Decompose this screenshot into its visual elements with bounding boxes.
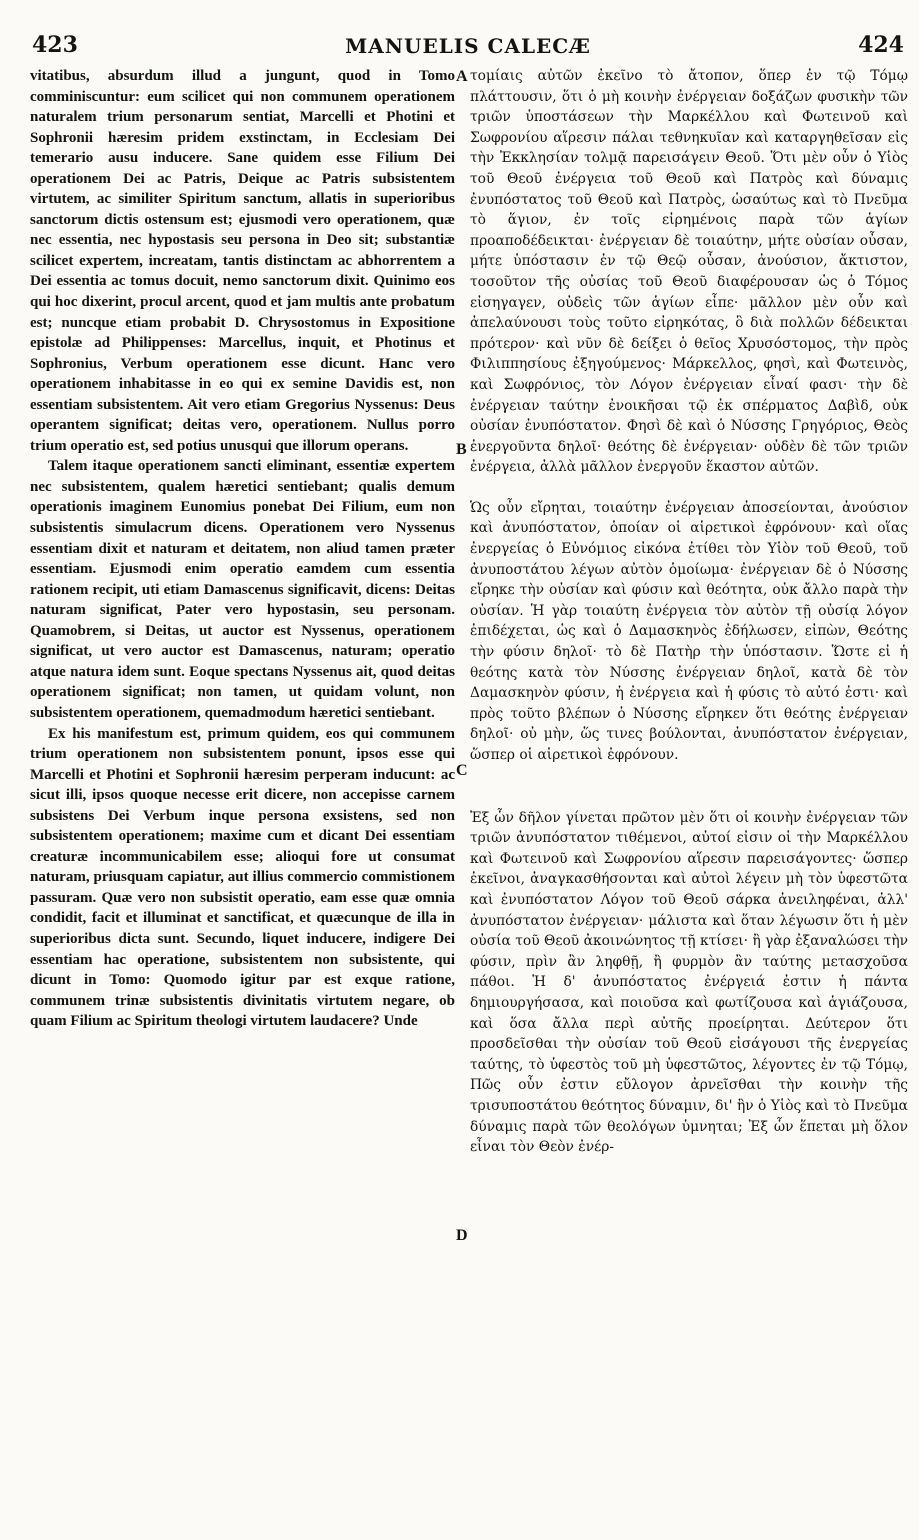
latin-paragraph-1: vitatibus, absurdum illud a jungunt, quod in Tomo comminiscuntur: eum scilicet qui non communem operationem naturalem trium personarum sentiat, Marcelli et Photini et Sophronii hæresim pridem exstinctam, in Ecclesiam Dei temerario ausu inducere. Sane quidem esse Filium Dei operationem Dei ac Patris, Deique ac Patris subsistentem virtutem, ac similiter Spiritum sanctum, allatis in superioribus sanctorum dictis ostensum est; ejusmodi vero operationem, quæ nec essentia, nec hypostasis seu persona in Deo sit; substantiæ scilicet expertem, increatam, tantis distinctam ac abhorrentem a Dei essentia ac tomus docuit, nemo sanctorum dixit. Quinimo eos qui hoc dixerint, procul arcent, quod et jam multis ante probatum est; nuncque etiam probabit D. Chrysostomus in Expositione epistolæ ad Philippenses: Marcellus, inquit, et Photinus et Sophronius, Verbum operationem esse dicunt. Hanc vero operationem inhabitasse in eo qui ex semine Davidis est, non essentiam subsistentem. Ait vero etiam Gregorius Nyssenus: Deus operantem significat; deitas vero, operationem. Nullus porro trium operatio est, sed potius unusqui que illorum operans. xyxy=(30,68,455,454)
greek-paragraph-3: Ἐξ ὧν δῆλον γίνεται πρῶτον μὲν ὅτι οἱ κοινὴν ἐνέργειαν τῶν τριῶν ἀνυπόστατον τιθέμενοι, αὐτοί εἰσιν οἱ τὴν Μαρκέλλου καὶ Φωτεινοῦ καὶ Σωφρονίου αἵρεσιν παρεισάγοντες· ὥσπερ ἐκεῖνοι, ἀναγκασθήσονται καὶ αὐτοὶ λέγειν μὴ τὸν ὑφεστῶτα καὶ ἐνυπόστατον Λόγον τοῦ Θεοῦ σάρκα ἀνειληφέναι, ἀλλ' ἀνυπόστατον ἐνέργειαν· μάλιστα καὶ ὅταν λέγωσιν ὅτι ἡ μὲν οὐσία τοῦ Θεοῦ ἀκοινώνητος τῇ κτίσει· ἢ γὰρ ἐξαναλώσει τὴν φύσιν, πρὶν ἂν ληφθῇ, ἢ φυρμὸν ἂν ταύτης μετασχοῦσα πάθοι. Ἡ δ' ἀνυπόστατος ἐνέργειά ἐστιν ἡ πάντα δημιουργήσασα, καὶ ποιοῦσα καὶ φωτίζουσα καὶ ἁγιάζουσα, καὶ ὅσα ἄλλα περὶ αὐτῆς προείρηται. Δεύτερον ὅτι προσδεῖσθαι τὴν οὐσίαν τοῦ Θεοῦ εἰσάγουσι τῆς ἐνεργείας ταύτης, τὸ ὑφεστὸς τοῦ μὴ ὑφεστῶτος, λέγοντες ἐν τῷ Τόμῳ, Πῶς οὖν ἐστιν εὔλογον ἀρνεῖσθαι τὴν κοινὴν τῆς τρισυποστάτου θεότητος δύναμιν, δι' ἣν ὁ Υἱὸς καὶ τὸ Πνεῦμα δύναμις παρὰ τῶν θεολόγων ὑμνηται; Ἐξ ὧν ἕπεται μὴ ὅλον εἶναι τὸν Θεὸν ἐνέρ- xyxy=(470,809,908,1156)
latin-paragraph-3: Ex his manifestum est, primum quidem, eos qui communem trium operationem non subsistentem ponunt, ipsos esse qui Marcelli et Photini et Sophronii hæresim perperam inducunt: ac sicut illi, ipsos quoque necesse erit dicere, non accepisse carnem subsistens Dei Verbum inque persona exsistens, sed non subsistentem operationem; maxime cum et dicant Dei essentiam creaturæ incommunicabilem esse; alioqui fore ut consumat naturam, priusquam capiatur, aut illius commercio commistionem passuram. Quæ vero non subsistit operatio, eam esse quæ omnia condidit, facit et illuminat et sanctificat, et quæcunque de illa in superioribus dicta sunt. Secundo, liquet inducere, indigere Dei essentiam hac operatione, subsistentem non subsistente, qui dicunt in Tomo: Quomodo igitur par est exque ratione, communem trinæ subsistentis divinitatis virtutem negare, ob quam Filium ac Spiritum theologi virtutem laudacere? Unde xyxy=(30,725,455,1030)
latin-paragraph-2: Talem itaque operationem sancti eliminant, essentiæ expertem nec subsistentem, qualem hæretici sentiebant; qualis demum operationis imaginem Eunomius ponebat Dei Filium, eum non subsistentis simulacrum dicens. Operationem vero Nyssenus essentiam dixit et naturam et deitatem, non aliud tamen præter essentiam. Ejusmodi enim operatio eamdem cum essentia rationem recipit, uti etiam Damascenus significavit, dicens: Deitas naturam significat, Pater vero hypostasin, seu personam. Quamobrem, si Deitas, ut auctor est Nyssenus, operationem significat, ut vero auctor est Damascenus, naturam; operatio atque natura idem sunt. Eoque spectans Nyssenus ait, quod deitas operationem significat; non tamen, ut quidam volunt, non subsistentem operationem, quemadmodum hæretici sentiebant. xyxy=(30,458,455,721)
latin-column xyxy=(30,66,455,1032)
margin-marker-b: B xyxy=(456,441,467,458)
margin-marker-a: A xyxy=(456,68,468,85)
greek-paragraph-1: τομίαις αὐτῶν ἐκεῖνο τὸ ἄτοπον, ὅπερ ἐν τῷ Τόμῳ πλάττουσιν, ὅτι ὁ μὴ κοινὴν ἐνέργειαν δοξάζων φυσικὴν τῶν τριῶν ὑποστάσεων τὴν Μαρκέλλου καὶ Φωτεινοῦ καὶ Σωφρονίου αἵρεσιν πάλαι τεθνηκυῖαν καὶ καταργηθεῖσαν εἰς τὴν Ἐκκλησίαν τολμᾷ παρεισάγειν Θεοῦ. Ὅτι μὲν οὖν ὁ Υἱὸς τοῦ Θεοῦ ἐνέργεια τοῦ Θεοῦ καὶ Πατρὸς καὶ δύναμις ἐνυπόστατος τοῦ Θεοῦ καὶ Πατρὸς, ὡσαύτως καὶ τὸ Πνεῦμα τὸ ἅγιον, ἐν τοῖς εἰρημένοις παρὰ τῶν ἁγίων προαποδέδεικται· ἐνέργειαν δὲ τοιαύτην, μήτε οὐσίαν οὖσαν, μήτε ὑπόστασιν ἐν τῷ Θεῷ οὖσαν, ἀνούσιον, ἄκτιστον, τοσοῦτον τῆς οὐσίας τοῦ Θεοῦ διαφέρουσαν ὡς ὁ Τόμος εἰσηγαγεν, οὐδεὶς τῶν ἁγίων εἶπε· μᾶλλον μὲν οὖν καὶ ἀπελαύνουσι τοὺς τοῦτο εἰρηκότας, ὃ διὰ πολλῶν δέδεικται πρότερον· καὶ νῦν δὲ δείξει ὁ θεῖος Χρυσόστομος, τὴν πρὸς Φιλιππησίους ἐξηγούμενος· Μάρκελλος, φησὶ, καὶ Φωτεινὸς, καὶ Σωφρόνιος, τὸν Λόγον ἐνέργειαν εἶναί φασι· τὴν δὲ ἐνέργειαν ταύτην ἐνοικῆσαι τῷ ἐκ σπέρματος Δαβὶδ, οὐκ οὐσίαν ἐνυπόστατον. Φησὶ δὲ καὶ ὁ Νύσσης Γρηγόριος, Θεὸς ἐνεργοῦντα δηλοῖ· θεότης δὲ ἐνέργειαν· οὐδὲν δὲ τῶν τριῶν ἐνέργεια, ἀλλὰ μᾶλλον ἐνεργοῦν ἕκαστον αὐτῶν. xyxy=(470,68,908,476)
running-title: MANUELIS CALECÆ xyxy=(345,34,591,58)
greek-paragraph-2: Ὡς οὖν εἴρηται, τοιαύτην ἐνέργειαν ἀποσείονται, ἀνούσιον καὶ ἀνυπόστατον, ὁποίαν οἱ αἱρετικοὶ ἐφρόνουν· καὶ οἵας ἐνεργείας ὁ Εὐνόμιος εἰκόνα ἐτίθει τὸν Υἱὸν τοῦ Θεοῦ, τοῦ ἀνυποστάτου λέγων αὐτὸν ὁμοίωμα· ἐνέργειαν δὲ ὁ Νύσσης εἴρηκε τὴν οὐσίαν καὶ φύσιν καὶ θεότητα, οὐκ ἄλλο παρὰ τὴν οὐσίαν. Ἡ γὰρ τοιαύτη ἐνέργεια τὸν αὐτὸν τῇ οὐσίᾳ λόγον ἐπιδέχεται, ὡς καὶ ὁ Δαμασκηνὸς ἐδήλωσεν, εἰπὼν, Θεότης τὴν φύσιν δηλοῖ· τὸ δὲ Πατὴρ τὴν ὑπόστασιν. Ὥστε εἰ ἡ θεότης κατὰ τὸν Νύσσης ἐνέργειαν δηλοῖ, κατὰ δὲ τὸν Δαμασκηνὸν φύσιν, ἡ ἐνέργεια καὶ ἡ φύσις τὸ αὐτό ἐστι· καὶ πρὸς τοῦτο βλέπων ὁ Νύσσης εἴρηκεν ὅτι θεότης ἐνέργειαν δηλοῖ· οὐ μὴν, ὥς τινες βούλονται, ἀνυπόστατον ἐνέργειαν, ὥσπερ οἱ αἱρετικοὶ ἐφρόνουν. xyxy=(470,499,908,763)
margin-marker-d: D xyxy=(456,1227,468,1244)
page-number-left: 423 xyxy=(32,32,78,58)
greek-column xyxy=(470,66,908,1158)
margin-marker-c: C xyxy=(456,762,468,779)
page-number-right: 424 xyxy=(858,32,904,58)
page-header xyxy=(28,32,908,66)
